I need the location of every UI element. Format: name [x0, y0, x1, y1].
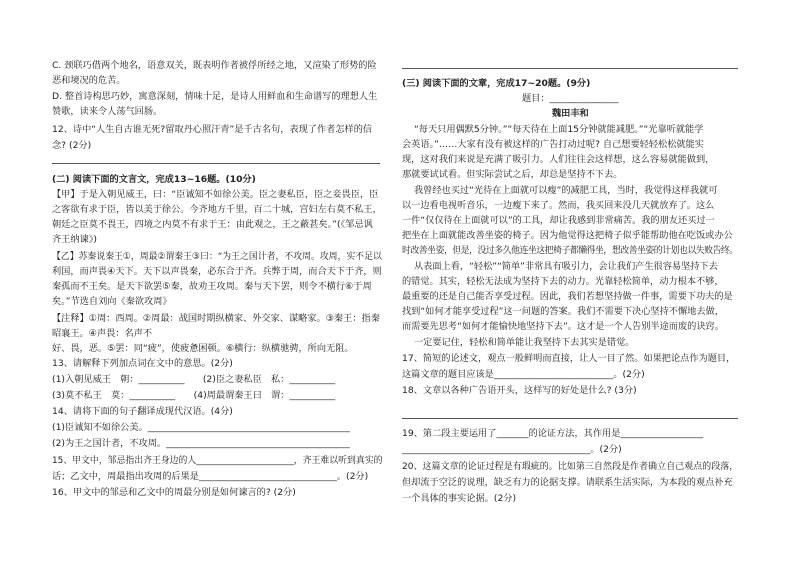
text-line: 【乙】苏秦说秦王①，周最②谓秦王③曰：“为王之国计者，不攻周。攻周，实不足以 [52, 251, 382, 262]
text-line: 秦孤而不王矣。是天下欲罢⑤秦，故劝王攻周。秦与天下罢，则令不横行⑥于周 [52, 281, 372, 292]
text-line: 的错觉。其实，轻松无法成为坚持下去的动力。光靠轻松简单，动力根本不够， [402, 276, 724, 287]
question-line: _________________________________________。(2分) [402, 444, 622, 455]
question-17: 17、简短的论述文，观点一般鲜明而直接，让人一目了然。如果把论点作为题目， [402, 353, 736, 364]
text-line: 把坐在上面就能改善坐姿的椅子。因为他觉得这把椅子似乎能帮助他在吃饭或办公 [402, 230, 733, 241]
question-line: (2)为王之国计者，不攻周。________________________________________ [52, 438, 350, 449]
question-19: 19、第二段主要运用了_______的论证方法，其作用是__________________ [402, 428, 704, 439]
text-line: 朝廷之臣莫不畏王，四境之内莫不有求于王：由此观之，王之蔽甚矣。”(《邹忌讽 [52, 219, 373, 230]
question-line: (3)莫不私王 莫：__________ (4)周最谓秦王曰 谓：__________ [52, 390, 336, 401]
annotation-line: 好、畏，恶。⑤罢：同“疲”，使疲惫困顿。⑥横行：纵横驰骋，所向无阻。 [52, 343, 354, 354]
text-line: 赞歌，读来令人荡气回肠。 [52, 106, 163, 117]
question-18: 18、文章以各种广告语开头，这样写的好处是什么? (3分) [402, 385, 637, 396]
answer-line [52, 163, 380, 164]
text-line: 找到“如何才能享受过程”这一问题的答案。我们不需要下决心坚持不懈地去做， [402, 306, 724, 317]
question-line: (1)臣诚知不如徐公美。____________________________________________ [52, 422, 350, 433]
text-line: D. 整首诗构思巧妙，寓意深刻，情味十足，是诗人用鲜血和生命谱写的理想人生 [52, 91, 378, 102]
annotation-line: 昭襄王。④声畏：名声不 [52, 328, 153, 339]
annotation-line: 【注释】①周：西周。②周最：战国时期纵横家、外交家、谋略家。③秦王：指秦 [52, 313, 380, 324]
text-line: 恶和境况的危苦。 [52, 75, 126, 86]
text-line: 从表面上看，“轻松”“简单”非常具有吸引力，会让我们产生很容易坚持下去 [414, 261, 718, 272]
text-line: 一定要记住，轻松和简单能让我坚持下去其实是错觉。 [414, 337, 635, 348]
text-line: 现，这对我们来说是充满了吸引力。人们往往会这样想，这么容易就能做到， [402, 154, 715, 165]
top-rule [402, 68, 738, 69]
text-line: 之客欲有求于臣，皆以美于徐公。今齐地方千里，百二十城，宫妇左右莫不私王， [52, 204, 382, 215]
text-line: 【甲】于是入朝见威王，曰：“臣诚知不如徐公美。臣之妻私臣，臣之妾畏臣，臣 [52, 189, 379, 200]
text-line: 一件“仅仅待在上面就可以”的工具，却让我感到非常痛苦。我的朋友还买过一 [402, 215, 715, 226]
question-15: 15、甲文中，邹忌指出齐王身边的人______________________，齐王难以听到真实的 [52, 455, 383, 466]
text-line: 会英语。”……大家有没有被这样的广告打动过呢? 自己想要轻轻松松就能实 [402, 139, 704, 150]
author: 魏田丰和 [552, 108, 589, 119]
text-line: “每天只用偶默5分钟。”“每天待在上面15分钟就能减肥。”“光靠听就能学 [414, 124, 704, 135]
question-16: 16、甲文中的邹忌和乙文中的周最分别是如何谏言的? (2分) [52, 487, 296, 498]
text-line: 以一边看电视听音乐，一边瘦下来了。然而，我买回来没几天就放弃了。这么 [402, 200, 715, 211]
topic-label: 题目：_______________ [522, 93, 619, 104]
text-line: C. 颈联巧借两个地名，语意双关，既表明作者被俘所经之地，又渲染了形势的险 [52, 60, 377, 71]
question-line: (1)入朝见威王 朝：__________ (2)臣之妻私臣 私：__________ [52, 374, 336, 385]
text-line: 念? (2分) [52, 140, 92, 151]
text-line: 那就要试试看。但实际尝试之后，却总是坚持不下去。 [402, 169, 623, 180]
question-line: 话；乙文中，周最指出攻周的后果是______________________________。(2分) [52, 471, 369, 482]
answer-line [402, 418, 738, 419]
text-line: 而需要先思考“如何才能愉快地坚持下去”。这才是一个人告别半途而废的诀窍。 [402, 321, 724, 332]
question-line: 一个具体的事实论据。(2分) [402, 493, 517, 504]
question-20: 20、这篇文章的论证过程是有瑕疵的。比如第三自然段是作者确立自己观点的段落， [402, 461, 739, 472]
question-line: 这篇文章的题目应该是__________________________。(2分) [402, 369, 645, 380]
text-line: 时改善坐姿，但是，没过多久他连坐这把椅子都懒得坐，想改善坐姿的计划也以失败告终。 [402, 245, 738, 256]
section-2-title: (二) 阅读下面的文言文，完成13~16题。(10分) [52, 174, 256, 185]
text-line: 齐王纳谏》) [52, 234, 97, 245]
text-line: 矣。”节选自刘向《秦欲攻周》 [52, 296, 172, 307]
question-14: 14、请将下面的句子翻译成现代汉语。(4分) [52, 406, 233, 417]
question-12: 12、诗中“人生自古谁无死?留取丹心照汗青”是千古名句，表现了作者怎样的信 [52, 124, 373, 135]
section-3-title: (三) 阅读下面的文章，完成17~20题。(9分) [402, 78, 591, 89]
question-13: 13、请解释下列加点词在文中的意思。(2分) [52, 358, 233, 369]
question-line: 但却流于空泛的说理，缺乏有力的论据支撑。请联系生活实际，为本段的观点补充 [402, 477, 733, 488]
text-line: 最重要的还是自己能否享受过程。因此，我们若想坚持做一件事，需要下功夫的是 [402, 291, 733, 302]
text-line: 我曾经也买过“光待在上面就可以瘦”的减肥工具，当时，我觉得这样我就可 [414, 185, 718, 196]
text-line: 利国，而声畏④天下。天下以声畏秦，必东合于齐。兵弊于周，而合天下于齐，则 [52, 266, 382, 277]
